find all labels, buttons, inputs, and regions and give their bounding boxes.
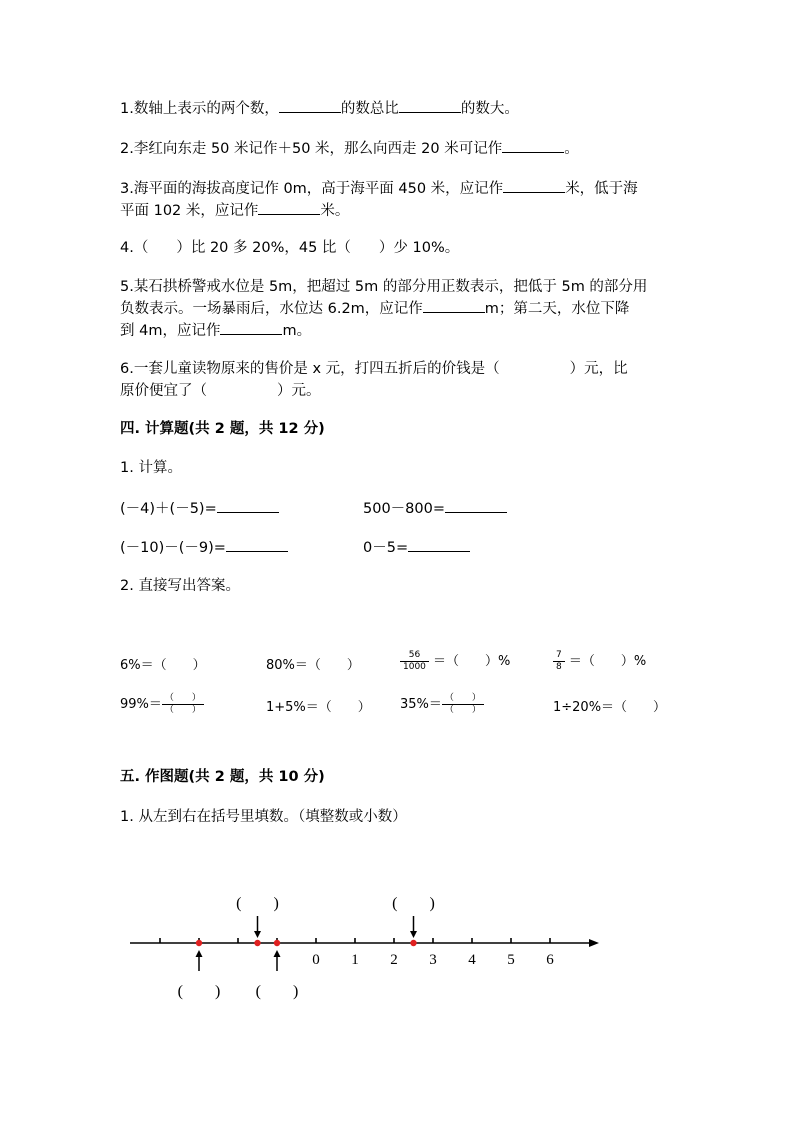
tick-label: 3 bbox=[429, 952, 437, 968]
section-4-title: 四. 计算题(共 2 题，共 12 分) bbox=[120, 421, 325, 437]
arrow-head-icon bbox=[254, 931, 261, 938]
answer-blank[interactable] bbox=[258, 200, 320, 215]
calc-expr-1: (－4)＋(－5)= bbox=[120, 497, 279, 518]
answer-blank[interactable] bbox=[502, 138, 564, 153]
question-2: 2.李红向东走 50 米记作＋50 米，那么向西走 20 米可记作 。 bbox=[120, 137, 579, 158]
direct-r2c4: 1÷20%＝（ ） bbox=[553, 700, 667, 715]
answer-paren[interactable]: ( ) bbox=[177, 983, 221, 1000]
answer-blank[interactable] bbox=[445, 498, 507, 513]
calc-title: 1. 计算。 bbox=[120, 460, 182, 476]
answer-blank[interactable] bbox=[226, 537, 288, 552]
question-1: 1.数轴上表示的两个数， 的数总比 的数大。 bbox=[120, 97, 519, 118]
point-marker bbox=[196, 940, 202, 946]
tick-label: 0 bbox=[312, 952, 320, 968]
direct-title: 2. 直接写出答案。 bbox=[120, 578, 240, 594]
tick-label: 4 bbox=[468, 952, 476, 968]
point-marker bbox=[410, 940, 416, 946]
direct-r2c3: 35%＝ $\frac{( )}{( )}$ bbox=[400, 693, 484, 716]
arrow-head-icon bbox=[274, 950, 281, 957]
question-3-line1: 3.海平面的海拔高度记作 0m，高于海平面 450 米，应记作 米，低于海 bbox=[120, 177, 638, 198]
section-5-title: 五. 作图题(共 2 题，共 10 分) bbox=[120, 769, 325, 785]
question-6-line2: 原价便宜了（ ）元。 bbox=[120, 383, 321, 399]
answer-blank[interactable] bbox=[408, 537, 470, 552]
answer-blank[interactable] bbox=[217, 498, 279, 513]
direct-r1c4: $\frac{7}{8}$ ＝（ ）% bbox=[553, 650, 646, 673]
direct-r2c2: 1+5%＝（ ） bbox=[266, 700, 371, 715]
question-6-line1: 6.一套儿童读物原来的售价是 x 元，打四五折后的价钱是（ ）元，比 bbox=[120, 361, 628, 377]
question-4: 4.（ ）比 20 多 20%，45 比（ ）少 10%。 bbox=[120, 240, 460, 256]
question-3-line2: 平面 102 米，应记作 米。 bbox=[120, 199, 349, 220]
direct-r1c3: $\frac{56}{1000}$ ＝（ ）% bbox=[400, 650, 510, 673]
draw-title: 1. 从左到右在括号里填数。（填整数或小数） bbox=[120, 809, 407, 825]
calc-expr-3: (－10)－(－9)= bbox=[120, 536, 288, 557]
question-5-line2: 负数表示。一场暴雨后，水位达 6.2m，应记作 m；第二天，水位下降 bbox=[120, 297, 629, 318]
arrow-head-icon bbox=[410, 931, 417, 938]
direct-r1c1: 6%＝（ ） bbox=[120, 658, 206, 673]
point-marker bbox=[274, 940, 280, 946]
calc-expr-2: 500－800= bbox=[363, 497, 507, 518]
answer-blank[interactable] bbox=[279, 98, 341, 113]
point-marker bbox=[254, 940, 260, 946]
answer-blank[interactable] bbox=[399, 98, 461, 113]
direct-r1c2: 80%＝（ ） bbox=[266, 658, 360, 673]
question-5-line3: 到 4m，应记作 m。 bbox=[120, 319, 311, 340]
question-5-line1: 5.某石拱桥警戒水位是 5m，把超过 5m 的部分用正数表示，把低于 5m 的部分用 bbox=[120, 279, 648, 295]
fraction: $\frac{7}{8}$ bbox=[553, 650, 565, 673]
fraction[interactable]: $\frac{( )}{( )}$ bbox=[442, 693, 484, 716]
fraction[interactable]: $\frac{( )}{( )}$ bbox=[162, 693, 204, 716]
calc-expr-4: 0－5= bbox=[363, 536, 470, 557]
tick-label: 6 bbox=[546, 952, 554, 968]
answer-paren[interactable]: ( ) bbox=[392, 895, 435, 912]
answer-paren[interactable]: ( ) bbox=[255, 983, 299, 1000]
answer-blank[interactable] bbox=[503, 178, 565, 193]
arrow-head-icon bbox=[196, 950, 203, 957]
fraction: $\frac{56}{1000}$ bbox=[400, 650, 429, 673]
tick-label: 1 bbox=[351, 952, 359, 968]
axis-arrow-icon bbox=[589, 939, 599, 947]
answer-blank[interactable] bbox=[423, 298, 485, 313]
tick-label: 2 bbox=[390, 952, 398, 968]
answer-paren[interactable]: ( ) bbox=[236, 895, 279, 912]
tick-label: 5 bbox=[507, 952, 515, 968]
direct-r2c1: 99%＝ $\frac{( )}{( )}$ bbox=[120, 693, 204, 716]
answer-blank[interactable] bbox=[220, 320, 282, 335]
